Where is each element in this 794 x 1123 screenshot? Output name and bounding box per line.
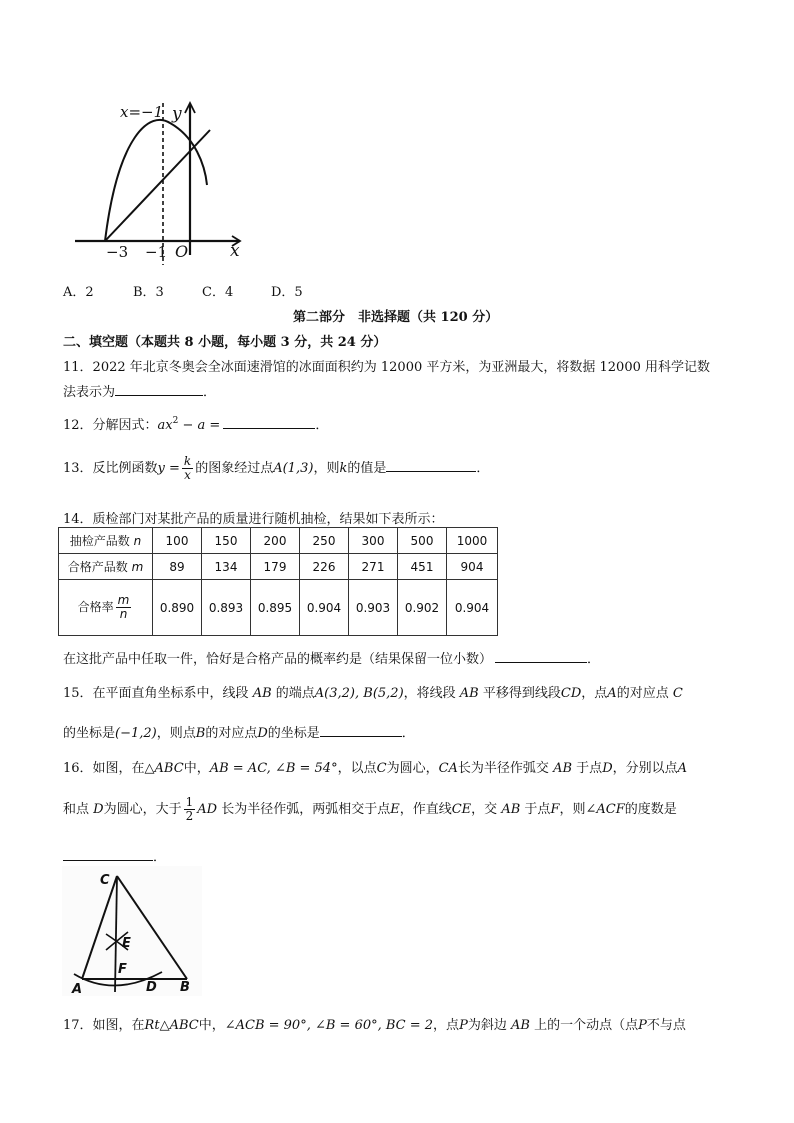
- parabola-curve: [105, 120, 207, 241]
- q13-suffix: 的值是: [347, 461, 387, 476]
- q15-ab: AB: [459, 686, 479, 701]
- q16-text: 和点: [63, 802, 90, 817]
- q16-half: [184, 796, 196, 823]
- q16-line3: [63, 846, 166, 865]
- q16-text: 长为半径作弧，两弧相交于点: [221, 802, 391, 817]
- q13-prefix: 13．反比例函数: [63, 461, 158, 476]
- label-e: E: [122, 936, 131, 951]
- label-d: D: [146, 980, 157, 995]
- q13-answer-blank[interactable]: [386, 459, 476, 472]
- table-cell: 0.903: [349, 580, 398, 636]
- q15-text: ，将线段: [403, 686, 456, 701]
- table-cell: 250: [300, 528, 349, 554]
- q16-text: 于点: [524, 802, 551, 817]
- q12-expr-b: − a =: [178, 418, 221, 433]
- q16-text: ，交: [471, 802, 498, 817]
- row2-var: m: [131, 560, 144, 574]
- row1-var: n: [133, 534, 142, 548]
- q13-k: k: [339, 461, 348, 476]
- q10-graph: [70, 95, 250, 265]
- choice-c: C．4: [202, 285, 234, 300]
- q12-expr-a: ax: [157, 418, 173, 433]
- q13-fraction: [182, 455, 193, 482]
- q16-ab: AB: [553, 761, 573, 776]
- q15-cd: CD: [560, 686, 582, 701]
- q16-text: 为圆心，: [386, 761, 439, 776]
- q16-d: D: [93, 802, 104, 817]
- q15-text: ，点: [581, 686, 608, 701]
- q17-condition: ∠ACB = 90°, ∠B = 60°, BC = 2: [224, 1018, 434, 1033]
- q16-ce: CE: [451, 802, 472, 817]
- q14-table: [58, 527, 498, 636]
- table-cell: 1000: [447, 528, 498, 554]
- q13-y-eq: y =: [157, 461, 180, 476]
- q16-half-den: 2: [185, 809, 194, 823]
- q16-text: ，分别以点: [612, 761, 678, 776]
- q16-answer-blank[interactable]: [63, 848, 153, 861]
- q14-after: [63, 648, 600, 667]
- q14-end: ．: [587, 652, 601, 667]
- q15-d: D: [257, 726, 268, 741]
- q16-a: A: [677, 761, 688, 776]
- table-cell: 0.890: [153, 580, 202, 636]
- table-row: [59, 554, 498, 580]
- q15-text: 平移得到线段: [482, 686, 561, 701]
- q16-line2: [63, 796, 677, 823]
- q16-condition: AB = AC, ∠B = 54°: [209, 761, 338, 776]
- q16-c: C: [376, 761, 387, 776]
- q15-a: A: [607, 686, 617, 701]
- table-cell: 226: [300, 554, 349, 580]
- q17-text: 为斜边: [467, 1018, 507, 1033]
- q16-d: D: [602, 761, 613, 776]
- q16-text: 中，: [183, 761, 210, 776]
- choice-d: D．5: [271, 285, 303, 300]
- q16-text: 为圆心，大于: [103, 802, 182, 817]
- q17-line: [63, 1014, 686, 1033]
- q17-text: 17．如图，在: [63, 1018, 145, 1033]
- table-row: [59, 580, 498, 636]
- q17-abc: ABC: [169, 1018, 199, 1033]
- q14-intro: 14．质检部门对某批产品的质量进行随机抽检，结果如下表所示：: [63, 512, 444, 527]
- q16-end: ．: [153, 850, 167, 865]
- q15-text: 15．在平面直角坐标系中，线段: [63, 686, 249, 701]
- q16-ab: AB: [501, 802, 521, 817]
- row1-label: 抽检产品数: [69, 534, 130, 548]
- q12-exp: 2: [172, 416, 179, 426]
- q17-rt: Rt: [144, 1018, 160, 1033]
- q16-text: 16．如图，在△: [63, 761, 155, 776]
- q12-end: ．: [315, 418, 329, 433]
- q17-triangle-symbol: △: [159, 1018, 170, 1033]
- q16-text: 于点: [576, 761, 603, 776]
- q16-text: ，以点: [337, 761, 377, 776]
- label-minus3: −3: [106, 243, 129, 261]
- table-cell: 0.895: [251, 580, 300, 636]
- q16-text: ，作直线: [399, 802, 452, 817]
- table-cell: 0.893: [202, 580, 251, 636]
- q16-figure: [62, 866, 202, 996]
- label-minus1: −1: [145, 243, 168, 261]
- q12-answer-blank[interactable]: [223, 416, 315, 429]
- q15-text: 的对应点: [616, 686, 669, 701]
- q15-answer-blank[interactable]: [320, 724, 402, 737]
- q11-answer-blank[interactable]: [115, 383, 203, 396]
- row3-fraction: [116, 594, 132, 621]
- q13-frac-den: x: [184, 468, 191, 482]
- q17-text: 上的一个动点（点: [534, 1018, 639, 1033]
- row2-header: [59, 554, 153, 580]
- q15-ab: AB: [252, 686, 272, 701]
- q16-f: F: [550, 802, 560, 817]
- row1-header: [59, 528, 153, 554]
- label-a: A: [72, 982, 83, 996]
- q12-prefix: 12．分解因式：: [63, 418, 158, 433]
- q12-line: [63, 414, 328, 433]
- q16-acf: ACF: [596, 802, 625, 817]
- label-b: B: [180, 980, 190, 995]
- row3-frac-num: m: [117, 593, 130, 607]
- q13-end: ．: [476, 461, 490, 476]
- table-cell: 134: [202, 554, 251, 580]
- q16-ad: AD: [197, 802, 218, 817]
- q16-ca: CA: [438, 761, 458, 776]
- row3-label: 合格率: [77, 600, 114, 614]
- q15-text: 的对应点: [205, 726, 258, 741]
- q15-coord: (−1,2): [115, 726, 157, 741]
- row3-header: [59, 580, 153, 636]
- q16-abc: ABC: [154, 761, 184, 776]
- q15-text: 的端点: [275, 686, 315, 701]
- table-cell: 0.904: [447, 580, 498, 636]
- label-y: y: [172, 104, 182, 124]
- q14-after-text: 在这批产品中任取一件，恰好是合格产品的概率约是（结果保留一位小数）: [63, 652, 493, 667]
- label-f: F: [118, 962, 127, 977]
- q11-line2: [63, 381, 216, 400]
- table-cell: 451: [398, 554, 447, 580]
- q15-text: 的坐标是: [267, 726, 320, 741]
- q13-frac-num: k: [183, 454, 192, 468]
- q15-end: ．: [401, 726, 415, 741]
- q16-text: ，则∠: [559, 802, 597, 817]
- table-cell: 89: [153, 554, 202, 580]
- q16-text: 的度数是: [624, 802, 677, 817]
- q13-mid2: ，则: [313, 461, 340, 476]
- label-x: x: [230, 241, 240, 261]
- row3-frac-den: n: [119, 607, 128, 621]
- q15-text: ，则点: [156, 726, 196, 741]
- q16-half-num: 1: [185, 795, 194, 809]
- label-c: C: [100, 873, 110, 888]
- table-cell: 200: [251, 528, 300, 554]
- q17-text: 中，: [198, 1018, 225, 1033]
- table-cell: 150: [202, 528, 251, 554]
- q15-text: 的坐标是: [63, 726, 116, 741]
- q13-point: A(1,3): [273, 461, 314, 476]
- row2-label: 合格产品数: [67, 560, 128, 574]
- q17-text: 不与点: [646, 1018, 686, 1033]
- q17-p: P: [459, 1018, 468, 1033]
- table-cell: 100: [153, 528, 202, 554]
- label-x-eq: x=−1: [120, 103, 164, 121]
- q15-line2: [63, 722, 415, 741]
- table-cell: 0.904: [300, 580, 349, 636]
- table-cell: 904: [447, 554, 498, 580]
- table-cell: 0.902: [398, 580, 447, 636]
- table-cell: 500: [398, 528, 447, 554]
- choice-a: A．2: [63, 285, 94, 300]
- table-cell: 179: [251, 554, 300, 580]
- q15-b: B: [195, 726, 206, 741]
- linear-function-line: [105, 130, 210, 241]
- q14-answer-blank[interactable]: [495, 650, 587, 663]
- label-origin: O: [175, 242, 189, 261]
- q11-end: ．: [203, 385, 217, 400]
- q11-line1: 11．2022 年北京冬奥会全冰面速滑馆的冰面面积约为 12000 平方米，为亚洲最大，将数据 12000 用科学记数: [63, 360, 710, 375]
- table-cell: 271: [349, 554, 398, 580]
- q15-c: C: [672, 686, 683, 701]
- q15-points: A(3,2), B(5,2): [314, 686, 404, 701]
- q13-line: [63, 455, 489, 482]
- q17-ab: AB: [510, 1018, 530, 1033]
- q16-e: E: [390, 802, 400, 817]
- q15-line1: [63, 682, 683, 701]
- section2-title: 二、填空题（本题共 8 小题，每小题 3 分，共 24 分）: [63, 335, 387, 350]
- q13-mid: 的图象经过点: [195, 461, 274, 476]
- part2-title: 第二部分 非选择题（共 120 分）: [293, 310, 499, 325]
- choice-b: B．3: [133, 285, 164, 300]
- q16-text: 长为半径作弧交: [457, 761, 549, 776]
- table-cell: 300: [349, 528, 398, 554]
- q17-text: ，点: [433, 1018, 460, 1033]
- table-row: [59, 528, 498, 554]
- q11-text: 法表示为: [63, 385, 116, 400]
- q16-line1: [63, 757, 687, 776]
- q17-p: P: [638, 1018, 647, 1033]
